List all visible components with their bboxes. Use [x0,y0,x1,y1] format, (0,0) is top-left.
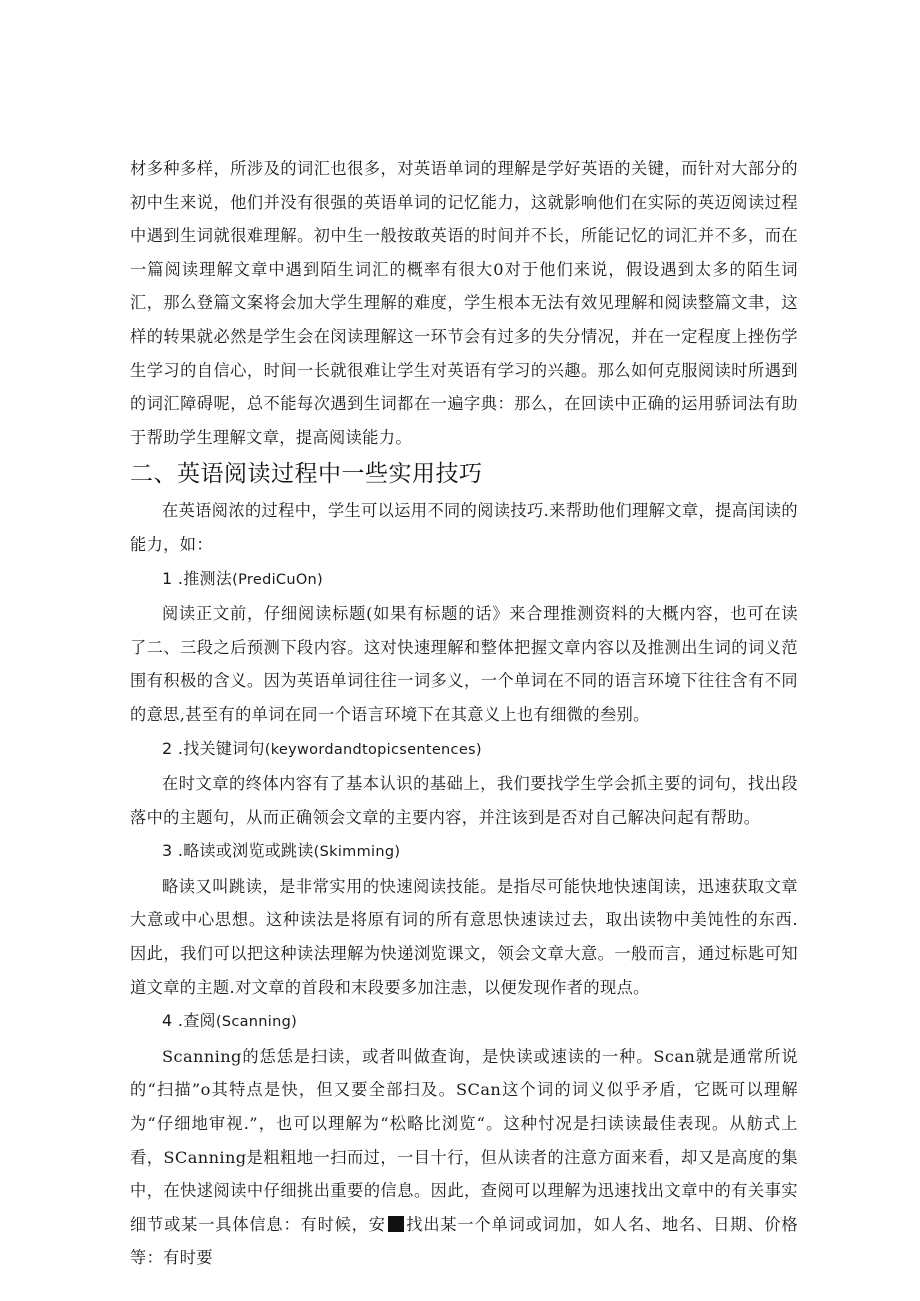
item-title-en: (Skimming) [313,844,401,861]
item-title-en: (Scanning) [215,1014,298,1031]
item-body-scanning [130,1040,798,1275]
item-title-en: (keywordandtopicsentences) [264,741,482,758]
item-title-en: (PrediCuOn) [232,571,323,588]
scanning-text-part-1: Scanning的恁恁是扫读，或者叫做查询，是快读或速读的一种。Scan就是通常所说的“扫描”o其特点是快，但又要全部扫及。SCan这个词的词义似乎矛盾，它既可以理解为“仔细地审视.”，也可以理解为“松略比浏览“。这种忖况是扫读读最佳表现。从舫式上看，SCanning是粗粗地一扫而过，一目十行，但从读者的注意方面来看，却又是高度的集中，在快逑阅读中仔细挑出重要的信息。因此，查阅可以理解为迅速找出文章中的有关事实细节或某一具体信息：有时候，安 [130,1046,798,1234]
item-body-skimming: 略读又叫跳读，是非常实用的快速阅读技能。是指尽可能快地快速闺读，迅速获取文章大意或中心思想。这种读法是将原有词的所有意思快速读过去，取出读物中美饨性的东西.因此，我们可以把这种读法理解为快递浏览课文，领会文章大意。一般而言，通过标匙可知道文章的主题.对文章的首段和末段要多加注恚，以便发现作者的现点。 [130,876,798,997]
item-title-cn: .推测法 [177,568,233,588]
scanning-text-part-2: 找出某一个单词或词加，如人名、地名、日期、价格等：有时要 [130,1214,799,1268]
item-title-cn: .略读或浏览或跳读 [177,841,314,861]
intro-paragraph: 材多种多样，所涉及的词汇也很多，对英语单词的理解是学好英语的关键，而针对大部分的初中生来说，他们并没有很强的英语单词的记忆能力，这就影响他们在实际的英迈阅读过程中遇到生词就很难理解。初中生一般按敢英语的时间并不长，所能记忆的词汇并不多，而在一篇阅读理解文章中遇到陌生词汇的概率有很大0对于他们来说，假设遇到太多的陌生词汇，那么登篇文案将会加大学生理解的难度，学生根本无法有效见理解和阅读整篇文聿，这样的转果就必然是学生会在闵读理解这一环节会有过多的失分情况，并在一定程度上挫伤学生学习的自信心，时间一长就很难让学生对英语有学习的兴趣。那么如何克服阅读时所遇到的词汇障碍呢，总不能每次遇到生词都在一遍字典：那么，在回读中正确的运用骄词法有助于帮助学生理解文章，提高阅读能力。 [130,159,798,447]
item-title-skimming [130,834,798,870]
item-number: 1 [162,568,173,588]
section-heading: 二、英语阅读过程中一些实用技巧 [130,461,483,488]
redaction-block-icon [388,1216,404,1232]
item-number: 4 [162,1011,173,1031]
section-intro-paragraph: 在英语阅浓的过程中，学生可以运用不同的阅读技巧.来帮助他们理解文章，提高闰读的能力，如： [130,501,798,554]
document-body [130,152,798,1275]
item-body-keywords: 在时文章的终体内容有了基本认识的基础上，我们要找学生学会抓主要的词句，找出段落中的主题句，从而正确领会文章的主要内容，并注该到是否对自己解决问起有帮助。 [130,774,798,827]
item-title-scanning [130,1004,798,1040]
item-body-prediction: 阅读正文前，仔细阅读标题(如果有标题的话》来合理推测资料的大概内容，也可在读了二、三段之后预测下段内容。这对快速理解和整体把握文章内容以及推测出生词的词义范围有积极的含义。因为英语单词往往一词多义，一个单词在不同的语言环境下往往含有不同的意思,甚至有的单词在同一个语言环境下在其意义上也有细微的叁别。 [130,604,798,724]
item-title-keywords [130,732,798,768]
item-number: 2 [162,738,173,758]
item-title-cn: .找关键词句 [177,738,265,758]
item-title-cn: .查阅 [177,1011,216,1031]
item-number: 3 [162,841,173,861]
item-title-prediction [130,562,798,598]
